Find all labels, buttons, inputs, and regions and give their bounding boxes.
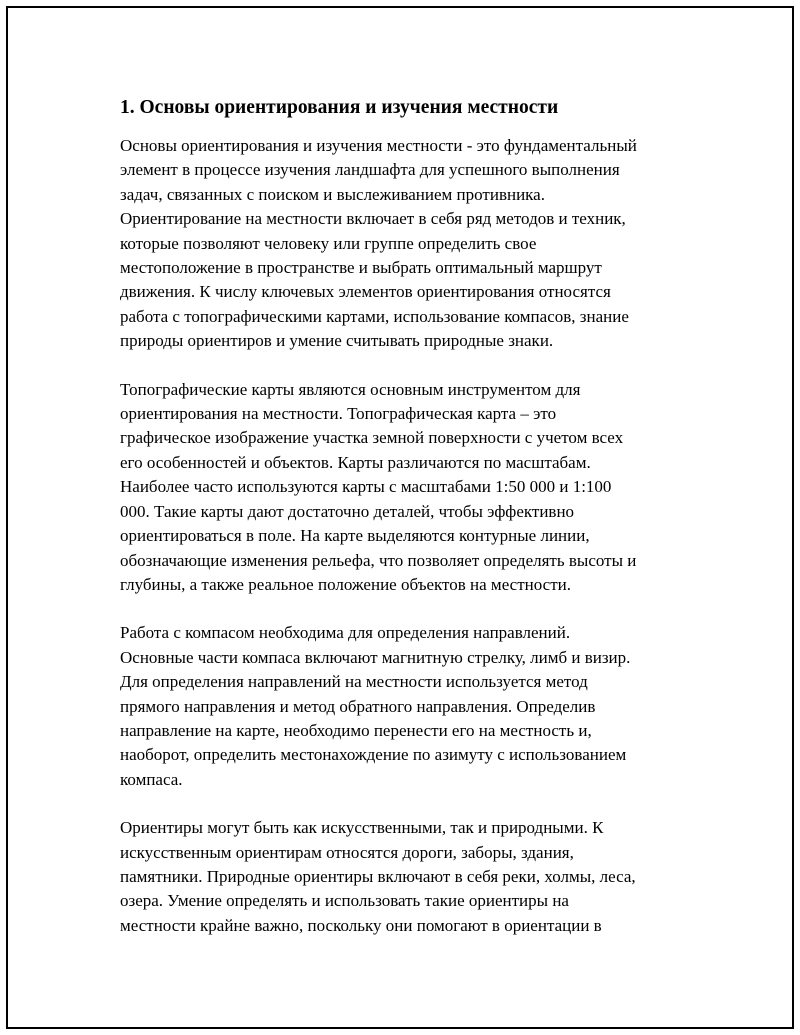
paragraph-compass-work: Работа с компасом необходима для определения направлений. Основные части компаса включают магнитную стрелку, лимб и визир. Для определения направлений на местности используется метод прямого направления и метод обратного направления. Определив направление на карте, необходимо перенести его на местность и, наоборот, определить местонахождение по азимуту с использованием компаса. [120, 623, 631, 789]
document-body [120, 96, 694, 962]
paragraph-landmarks: Ориентиры могут быть как искусственными, так и природными. К искусственным ориентирам относятся дороги, заборы, здания, памятники. Природные ориентиры включают в себя реки, холмы, леса, озера. Умение определять и использовать такие ориентиры на местности крайне важно, поскольку они помогают в ориентации в [120, 818, 636, 935]
paragraph-orientation-basics: Основы ориентирования и изучения местности - это фундаментальный элемент в процессе изучения ландшафта для успешного выполнения задач, связанных с поиском и выслеживанием противника. Ориентирование на местности включает в себя ряд методов и техник, которые позволяют человеку или группе определить свое местоположение в пространстве и выбрать оптимальный маршрут движения. К числу ключевых элементов ориентирования относятся работа с топографическими картами, использование компасов, знание природы ориентиров и умение считывать природные знаки. [120, 136, 637, 351]
paragraph-topographic-maps: Топографические карты являются основным инструментом для ориентирования на местности. Топографическая карта – это графическое изображение участка земной поверхности с учетом всех его особенностей и объектов. Карты различаются по масштабам. Наиболее часто используются карты с масштабами 1:50 000 и 1:100 000. Такие карты дают достаточно деталей, чтобы эффективно ориентироваться в поле. На карте выделяются контурные линии, обозначающие изменения рельефа, что позволяет определять высоты и глубины, а также реальное положение объектов на местности. [120, 379, 637, 594]
section-heading: 1. Основы ориентирования и изучения местности [120, 97, 559, 118]
page-frame [6, 6, 794, 1029]
